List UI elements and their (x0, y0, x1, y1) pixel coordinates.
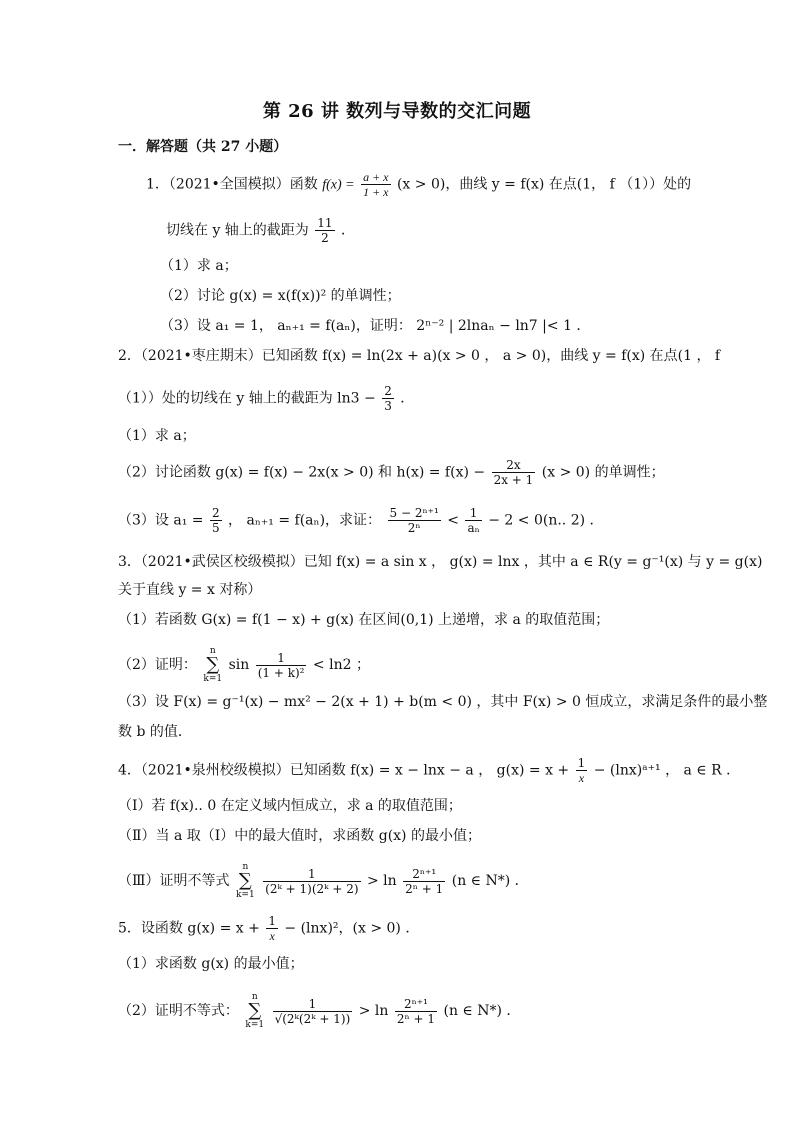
q2-r-num: 1 (465, 506, 481, 521)
q2-part-3 (118, 506, 604, 535)
q4-g-den: x (578, 771, 585, 785)
q3-s-num: 1 (256, 651, 307, 666)
q2-c-den: 3 (384, 399, 392, 413)
q2-h-fraction (492, 458, 536, 487)
q2-part-2 (118, 458, 665, 487)
q1-val-num: 11 (317, 216, 333, 230)
q4-p3c: (n ∈ N*) ． (451, 873, 529, 889)
q5-line-1 (118, 914, 419, 943)
q2-p3b: ， aₙ₊₁ = f(aₙ)，求证： (228, 512, 382, 529)
q5-g-num: 1 (268, 914, 276, 928)
q5-line1a: 5．设函数 g(x) = x + (118, 920, 260, 937)
q2-l-den: 2ⁿ (407, 521, 421, 535)
q5-t-den: √(2ᵏ(2ᵏ + 1)) (274, 1011, 351, 1026)
q2-a1-fraction (210, 506, 222, 535)
q2-part-1: （1）求 a； (118, 428, 196, 444)
q5-part-2 (118, 992, 520, 1030)
q1-line-1 (146, 170, 691, 199)
q2-line-1: 2．（2021•枣庄期末）已知函数 f(x) = ln(2x + a)(x > 0 ， a > 0)，曲线 y = f(x) 在点(1 ， f (118, 348, 721, 364)
sigma-symbol: ∑ (238, 870, 252, 891)
q5-term-fraction (273, 997, 353, 1026)
q4-r-den: 2ⁿ + 1 (405, 881, 444, 896)
q5-sum-bot: k=1 (245, 1020, 265, 1030)
q4-g-fraction (576, 756, 588, 785)
q2-line2b: ． (400, 390, 415, 407)
q3-p2c: < ln2 ； (312, 657, 370, 673)
q1-part-1: （1）求 a； (160, 258, 238, 274)
q2-p3a: （3）设 a₁ = (118, 512, 204, 529)
q5-part-1: （1）求函数 g(x) 的最小值； (118, 956, 304, 972)
q5-p2c: (n ∈ N*) ． (443, 1003, 521, 1019)
q5-r-num: 2ⁿ⁺¹ (395, 997, 437, 1012)
sigma-symbol: ∑ (248, 1000, 262, 1021)
q5-g-fraction (266, 914, 278, 943)
q5-r-den: 2ⁿ + 1 (396, 1011, 436, 1026)
section-heading: 一．解答题（共 27 小题） (118, 139, 288, 155)
q1-part-3: （3）设 a₁ = 1， aₙ₊₁ = f(aₙ)，证明： 2ⁿ⁻² | 2lnaₙ − ln7 |< 1 ． (160, 318, 591, 334)
q3-summation (203, 646, 222, 684)
q4-sum-bot: k=1 (235, 890, 255, 900)
q4-summation (236, 862, 255, 900)
q2-p3c: < (447, 512, 459, 529)
q3-line-2: 关于直线 y = x 对称） (118, 582, 262, 598)
q4-line1a: 4．（2021•泉州校级模拟）已知函数 f(x) = x − lnx − a ， g(x) = x + (118, 762, 570, 779)
sigma-symbol: ∑ (206, 654, 220, 675)
q1-val-den: 2 (321, 231, 329, 245)
q2-p2a: （2）讨论函数 g(x) = f(x) − 2x(x > 0) 和 h(x) = f(x) − (118, 464, 486, 481)
q1-cond: (x > 0)，曲线 y = f(x) 在点(1， f （1））处的 (396, 176, 692, 193)
q1-frac-den: 1 + x (363, 185, 389, 199)
q3-part-2 (118, 646, 370, 684)
q2-l-num: 5 − 2ⁿ⁺¹ (389, 506, 439, 520)
q2-r-den: aₙ (467, 521, 480, 535)
q1-line2b: ． (341, 222, 355, 239)
q2-h-num: 2x (492, 458, 536, 473)
q5-g-den: x (269, 929, 275, 943)
q5-sum-top: n (251, 992, 258, 1002)
q3-part-1: （1）若函数 G(x) = f(1 − x) + g(x) 在区间(0,1) 上递增，求 a 的取值范围； (118, 612, 610, 628)
q3-sum-bot: k=1 (203, 674, 223, 684)
q4-line-1 (118, 756, 740, 785)
q2-h-den: 2x + 1 (493, 473, 534, 487)
q3-sin-fraction (256, 651, 307, 680)
q4-sum-top: n (242, 862, 249, 872)
q2-left-fraction (388, 506, 441, 535)
q1-part-2: （2）讨论 g(x) = x(f(x))² 的单调性； (160, 288, 401, 304)
q4-line1b: − (lnx)ᵃ⁺¹ ， a ∈ R ． (593, 762, 741, 779)
q4-p3a: （Ⅲ）证明不等式 (118, 873, 230, 889)
q2-right-fraction (465, 506, 481, 535)
q5-p2a: （2）证明不等式： (118, 1003, 239, 1019)
q1-head: 1．（2021•全国模拟）函数 (146, 176, 318, 193)
q3-p2b: sin (228, 657, 250, 673)
q2-c-num: 2 (384, 384, 392, 398)
q5-t-num: 1 (273, 997, 353, 1012)
q2-a-den: 5 (211, 521, 220, 535)
q1-intercept-fraction (315, 216, 334, 245)
q1-fraction (361, 170, 390, 199)
q4-t-den: (2ᵏ + 1)(2ᵏ + 2) (265, 881, 359, 896)
q3-part-3: （3）设 F(x) = g⁻¹(x) − mx² − 2(x + 1) + b(m < 0) ，其中 F(x) > 0 恒成立，求满足条件的最小整 (118, 694, 768, 710)
q2-p2b: (x > 0) 的单调性； (541, 464, 665, 481)
q1-frac-num: a + x (363, 170, 389, 184)
q4-part-1: （Ⅰ）若 f(x).. 0 在定义域内恒成立，求 a 的取值范围； (118, 798, 462, 814)
q4-ln-fraction (403, 867, 445, 896)
q3-s-den: (1 + k)² (257, 665, 305, 680)
q5-ln-fraction (395, 997, 437, 1026)
q3-p2a: （2）证明： (118, 657, 197, 673)
q5-p2b: > ln (358, 1003, 389, 1019)
q2-line-2 (118, 384, 414, 413)
q4-p3b: > ln (367, 873, 397, 889)
q5-summation (245, 992, 264, 1030)
q4-r-num: 2ⁿ⁺¹ (403, 867, 445, 882)
q4-t-num: 1 (263, 867, 360, 882)
q2-intercept-fraction (382, 384, 394, 413)
q4-part-3 (118, 862, 529, 900)
q1-line-2 (166, 216, 355, 245)
q1-func: f(x) = (322, 177, 355, 193)
q3-line-1: 3．（2021•武侯区校级模拟）已知 f(x) = a sin x ， g(x) = lnx ，其中 a ∈ R(y = g⁻¹(x) 与 y = g(x) (118, 554, 763, 570)
q4-g-num: 1 (577, 756, 586, 770)
q4-term-fraction (263, 867, 360, 896)
page-title: 第 26 讲 数列与导数的交汇问题 (262, 101, 532, 122)
q4-part-2: （Ⅱ）当 a 取（Ⅰ）中的最大值时，求函数 g(x) 的最小值； (118, 828, 481, 844)
q2-a-num: 2 (211, 506, 220, 520)
q2-p3d: − 2 < 0(n.. 2) ． (488, 512, 604, 529)
q3-sum-top: n (209, 646, 216, 656)
q5-line1b: − (lnx)²，(x > 0) ． (284, 920, 420, 937)
q2-line2a: （1））处的切线在 y 轴上的截距为 ln3 − (118, 390, 376, 407)
q1-line2a: 切线在 y 轴上的截距为 (166, 222, 309, 239)
q3-part-3-cont: 数 b 的值． (118, 724, 192, 740)
